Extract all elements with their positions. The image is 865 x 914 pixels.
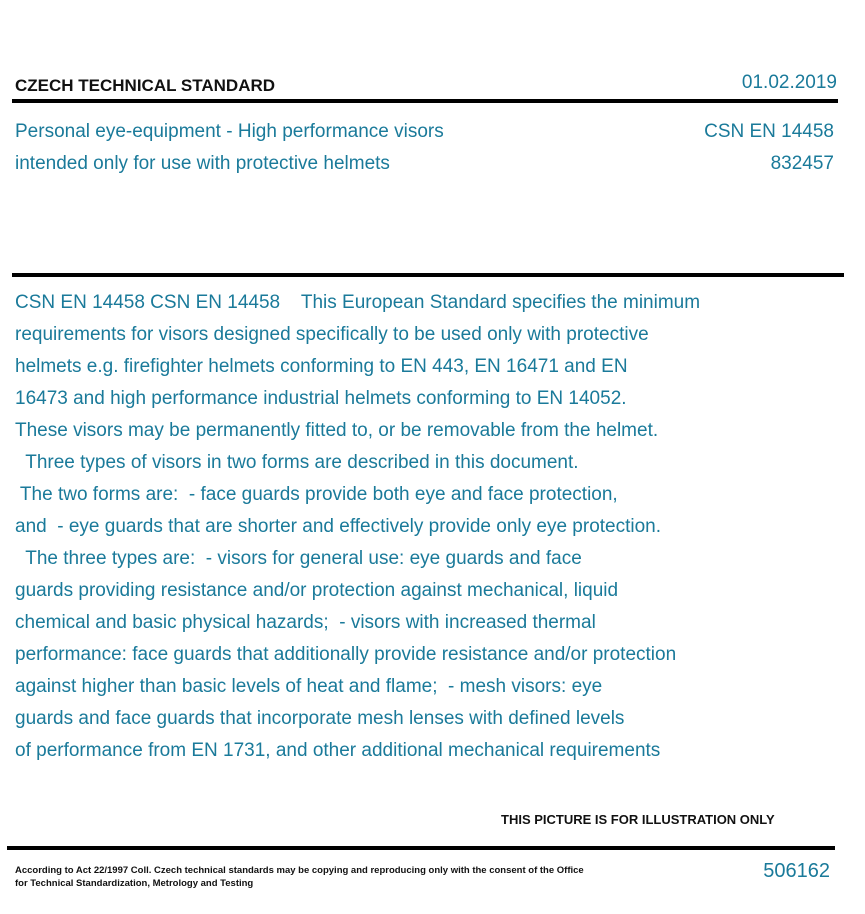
- abstract-line: guards providing resistance and/or protection against mechanical, liquid: [15, 580, 619, 601]
- standard-code: CSN EN 14458: [704, 121, 834, 142]
- footer-divider: [7, 846, 835, 850]
- document-type-title: CZECH TECHNICAL STANDARD: [15, 76, 276, 95]
- standard-title-line: intended only for use with protective helmets: [15, 153, 390, 174]
- section-divider: [12, 273, 844, 277]
- abstract-line: helmets e.g. firefighter helmets conforming to EN 443, EN 16471 and EN: [15, 356, 628, 377]
- standard-abstract: [15, 287, 815, 767]
- standard-title: [15, 116, 444, 180]
- abstract-line: These visors may be permanently fitted to, or be removable from the helmet.: [15, 420, 659, 441]
- abstract-line: against higher than basic levels of heat and flame; - mesh visors: eye: [15, 676, 603, 697]
- abstract-line: The two forms are: - face guards provide both eye and face protection,: [15, 484, 618, 505]
- legal-notice: [15, 864, 584, 890]
- standard-identifiers: [704, 116, 834, 180]
- standard-title-line: Personal eye-equipment - High performance visors: [15, 121, 444, 142]
- abstract-line: performance: face guards that additionally provide resistance and/or protection: [15, 644, 677, 665]
- abstract-line: chemical and basic physical hazards; - visors with increased thermal: [15, 612, 596, 633]
- abstract-line: CSN EN 14458 CSN EN 14458 This European Standard specifies the minimum: [15, 292, 701, 313]
- abstract-line: requirements for visors designed specifically to be used only with protective: [15, 324, 649, 345]
- abstract-line: and - eye guards that are shorter and effectively provide only eye protection.: [15, 516, 662, 537]
- header-divider: [12, 99, 838, 103]
- publication-date: 01.02.2019: [741, 72, 837, 93]
- document-number: 506162: [763, 860, 830, 882]
- abstract-line: guards and face guards that incorporate mesh lenses with defined levels: [15, 708, 625, 729]
- abstract-line: 16473 and high performance industrial helmets conforming to EN 14052.: [15, 388, 627, 409]
- legal-notice-line: According to Act 22/1997 Coll. Czech technical standards may be copying and reproducing only with the consent of the Office: [15, 865, 584, 876]
- illustration-disclaimer: THIS PICTURE IS FOR ILLUSTRATION ONLY: [501, 812, 775, 827]
- catalog-number: 832457: [770, 153, 834, 174]
- abstract-line: The three types are: - visors for general use: eye guards and face: [15, 548, 582, 569]
- abstract-line: of performance from EN 1731, and other additional mechanical requirements: [15, 740, 661, 761]
- abstract-line: Three types of visors in two forms are described in this document.: [15, 452, 579, 473]
- legal-notice-line: for Technical Standardization, Metrology and Testing: [15, 878, 254, 889]
